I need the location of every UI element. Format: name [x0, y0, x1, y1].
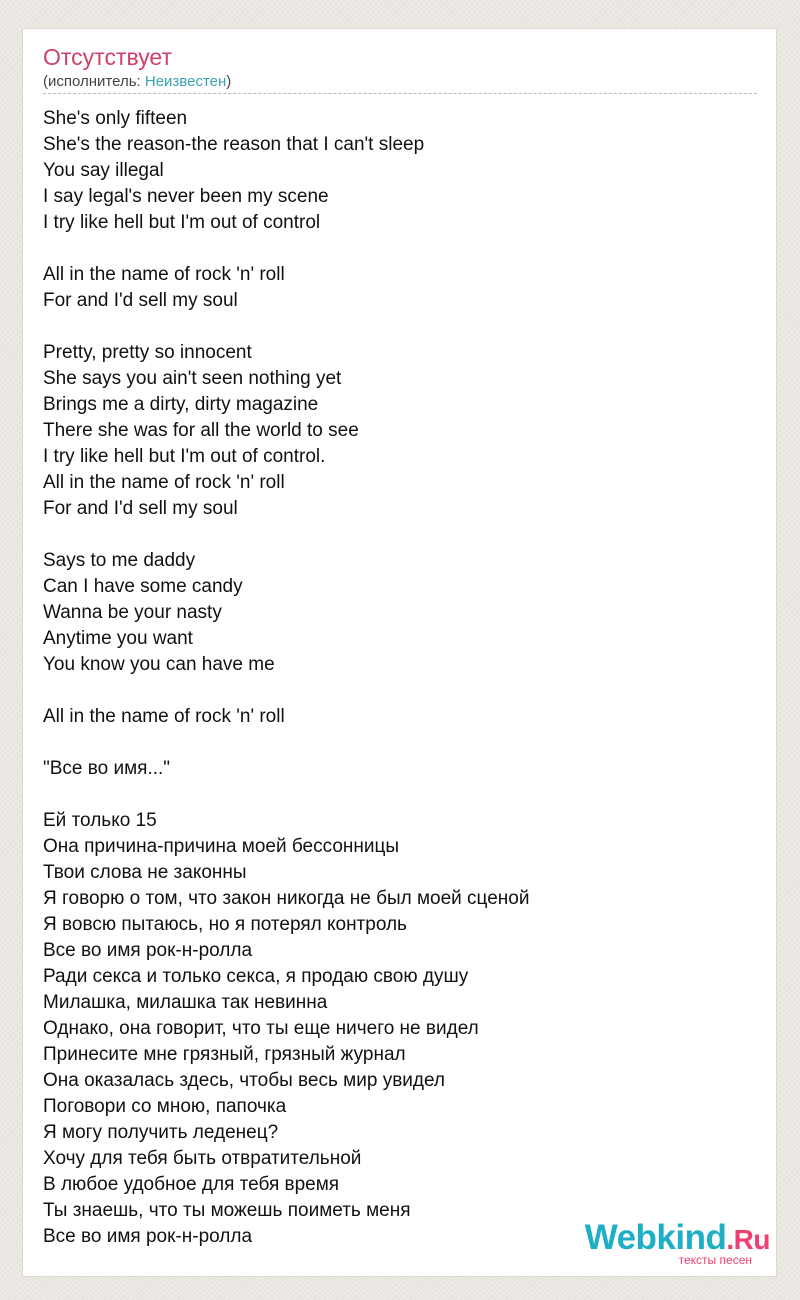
lyric-line: Она оказалась здесь, чтобы весь мир увидел — [43, 1070, 446, 1091]
lyric-line: For and I'd sell my soul — [43, 498, 238, 519]
lyric-line: Ты знаешь, что ты можешь поиметь меня — [43, 1200, 411, 1221]
lyric-line: Brings me a dirty, dirty magazine — [43, 394, 319, 415]
lyric-line: Принесите мне грязный, грязный журнал — [43, 1044, 406, 1065]
logo-brand: Webkind — [584, 1218, 727, 1257]
lyric-line: Я могу получить леденец? — [43, 1122, 279, 1143]
lyric-line: You know you can have me — [43, 654, 275, 675]
lyric-line: Wanna be your nasty — [43, 602, 222, 623]
lyric-blank-line — [43, 522, 743, 548]
lyric-line: В любое удобное для тебя время — [43, 1174, 340, 1195]
lyric-line: Милашка, милашка так невинна — [43, 992, 328, 1013]
lyric-line: She says you ain't seen nothing yet — [43, 368, 342, 389]
artist-line — [43, 73, 231, 91]
lyric-line: "Все во имя..." — [43, 758, 171, 779]
lyric-line: Твои слова не законны — [43, 862, 247, 883]
lyric-line: I say legal's never been my scene — [43, 186, 329, 207]
lyrics-card — [22, 28, 777, 1277]
lyric-blank-line — [43, 730, 743, 756]
logo-tld: .Ru — [726, 1224, 770, 1255]
artist-suffix: ) — [226, 73, 232, 90]
artist-link[interactable]: Неизвестен — [144, 73, 227, 90]
lyrics-body — [43, 106, 743, 1250]
lyric-line: There she was for all the world to see — [43, 420, 359, 441]
lyric-line: Can I have some candy — [43, 576, 243, 597]
lyric-line: Ради секса и только секса, я продаю свою душу — [43, 966, 469, 987]
lyric-blank-line — [43, 678, 743, 704]
lyric-line: Я говорю о том, что закон никогда не был моей сценой — [43, 888, 530, 909]
logo-tagline: тексты песен — [678, 1253, 752, 1267]
lyric-line: All in the name of rock 'n' roll — [43, 706, 285, 727]
artist-prefix: (исполнитель: — [43, 73, 145, 90]
title-divider — [43, 93, 757, 94]
lyric-line: Она причина-причина моей бессонницы — [43, 836, 400, 857]
lyric-line: I try like hell but I'm out of control. — [43, 446, 326, 467]
lyric-line: Ей только 15 — [43, 810, 157, 831]
lyric-line: Поговори со мною, папочка — [43, 1096, 287, 1117]
lyric-line: All in the name of rock 'n' roll — [43, 472, 285, 493]
lyric-blank-line — [43, 314, 743, 340]
lyric-line: For and I'd sell my soul — [43, 290, 238, 311]
lyric-line: Says to me daddy — [43, 550, 196, 571]
lyric-line: She's the reason-the reason that I can't sleep — [43, 134, 425, 155]
lyric-line: Anytime you want — [43, 628, 193, 649]
lyric-line: Pretty, pretty so innocent — [43, 342, 252, 363]
lyric-blank-line — [43, 782, 743, 808]
lyric-line: Хочу для тебя быть отвратительной — [43, 1148, 362, 1169]
lyric-line: She's only fifteen — [43, 108, 188, 129]
song-title: Отсутствует — [43, 44, 172, 70]
lyric-line: Однако, она говорит, что ты еще ничего не видел — [43, 1018, 479, 1039]
logo-wordmark — [584, 1218, 770, 1257]
lyric-line: You say illegal — [43, 160, 164, 181]
lyric-line: All in the name of rock 'n' roll — [43, 264, 285, 285]
lyric-line: Все во имя рок-н-ролла — [43, 940, 253, 961]
lyric-line: Я вовсю пытаюсь, но я потерял контроль — [43, 914, 407, 935]
lyric-blank-line — [43, 236, 743, 262]
lyric-line: Все во имя рок-н-ролла — [43, 1226, 253, 1247]
webkind-logo[interactable] — [584, 1218, 770, 1267]
lyric-line: I try like hell but I'm out of control — [43, 212, 321, 233]
